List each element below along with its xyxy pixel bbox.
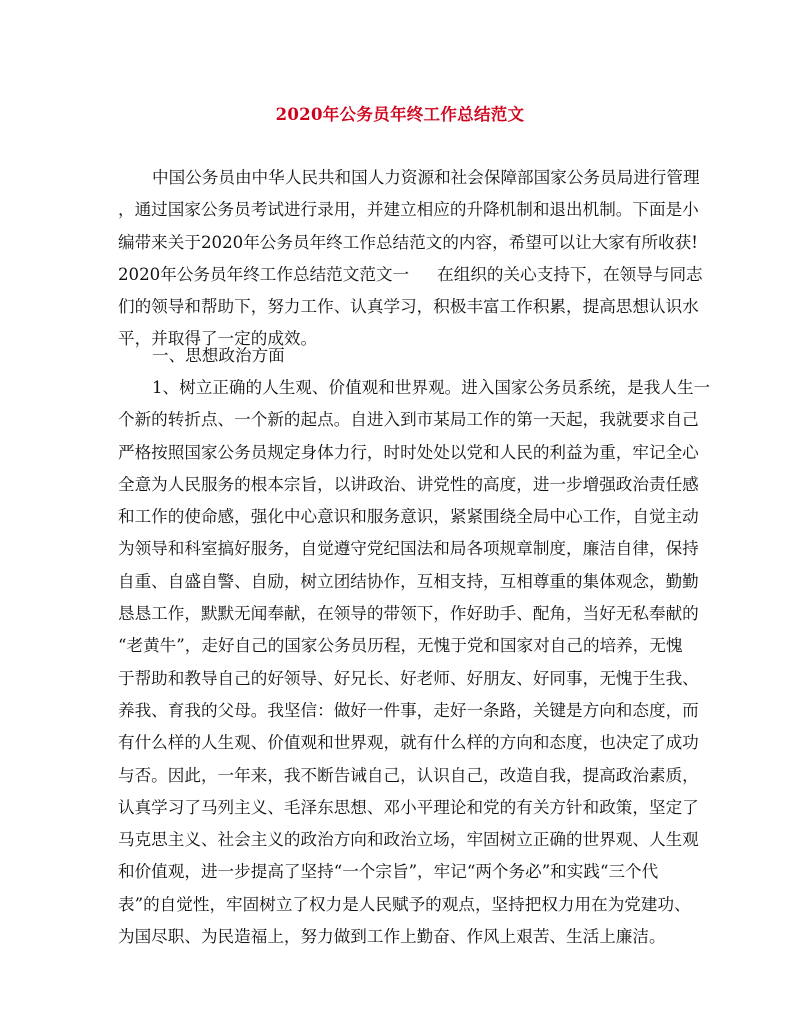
text-line: 表”的自觉性，牢固树立了权力是人民赋予的观点，坚持把权力用在为党建功、 xyxy=(118,894,691,914)
section-heading-block xyxy=(118,340,692,372)
text-line: 和价值观，进一步提高了坚持“一个宗旨”，牢记“两个务必”和实践“三个代 xyxy=(118,862,659,882)
text-line: 全意为人民服务的根本宗旨，以讲政治、讲党性的高度，进一步增强政治责任感 xyxy=(118,474,699,494)
text-line: 为领导和科室搞好服务，自觉遵守党纪国法和局各项规章制度，廉洁自律，保持 xyxy=(118,539,699,559)
point-one-paragraph xyxy=(118,372,711,953)
section-subtitle: 2020年公务员年终工作总结范文范文一 xyxy=(118,264,410,284)
text-line: 自重、自盛自警、自励，树立团结协作，互相支持，互相尊重的集体观念，勤勤 xyxy=(118,571,699,591)
text-line: 于帮助和教导自己的好领导、好兄长、好老师、好朋友、好同事，无愧于生我、 xyxy=(118,668,699,688)
document-title: 2020年公务员年终工作总结范文 xyxy=(275,105,525,124)
text-line: “老黄牛”，走好自己的国家公务员历程，无愧于党和国家对自己的培养，无愧 xyxy=(118,636,683,656)
text-line: 编带来关于2020年公务员年终工作总结范文的内容，希望可以让大家有所收获! xyxy=(118,232,698,252)
text-line: 认真学习了马列主义、毛泽东思想、邓小平理论和党的有关方针和政策，坚定了 xyxy=(118,797,699,817)
text-line xyxy=(118,259,703,291)
text-line: 1、树立正确的人生观、价值观和世界观。进入国家公务员系统，是我人生一 xyxy=(152,378,711,397)
text-line: 有什么样的人生观、价值观和世界观，就有什么样的方向和态度，也决定了成功 xyxy=(118,733,699,753)
text-line: 马克思主义、社会主义的政治方向和政治立场，牢固树立正确的世界观、人生观 xyxy=(118,830,699,850)
text-line: 严格按照国家公务员规定身体力行，时时处处以党和人民的利益为重，牢记全心 xyxy=(118,442,699,462)
text-line: 与否。因此，一年来，我不断告诫自己，认识自己，改造自我，提高政治素质， xyxy=(118,765,699,785)
text-line: 中国公务员由中华人民共和国人力资源和社会保障部国家公务员局进行管理 xyxy=(152,168,700,187)
text-fragment: 在组织的关心支持下，在领导与同志 xyxy=(437,264,703,284)
intro-paragraph xyxy=(118,162,703,356)
text-line: 们的领导和帮助下，努力工作、认真学习，积极丰富工作积累，提高思想认识水 xyxy=(118,297,699,317)
text-line: 为国尽职、为民造福上，努力做到工作上勤奋、作风上艰苦、生活上廉洁。 xyxy=(118,927,666,947)
text-line: ，通过国家公务员考试进行录用，并建立相应的升降机制和退出机制。下面是小 xyxy=(118,200,699,220)
text-line: 养我、育我的父母。我坚信：做好一件事，走好一条路，关键是方向和态度，而 xyxy=(118,700,699,720)
text-line: 和工作的使命感，强化中心意识和服务意识，紧紧围绕全局中心工作，自觉主动 xyxy=(118,507,699,527)
section-heading: 一、思想政治方面 xyxy=(152,346,285,365)
text-line: 个新的转折点、一个新的起点。自进入到市某局工作的第一天起，我就要求自己 xyxy=(118,410,699,430)
text-line: 平，并取得了一定的成效。 xyxy=(118,329,318,349)
text-line: 恳恳工作，默默无闻奉献，在领导的带领下，作好助手、配角，当好无私奉献的 xyxy=(118,604,699,624)
